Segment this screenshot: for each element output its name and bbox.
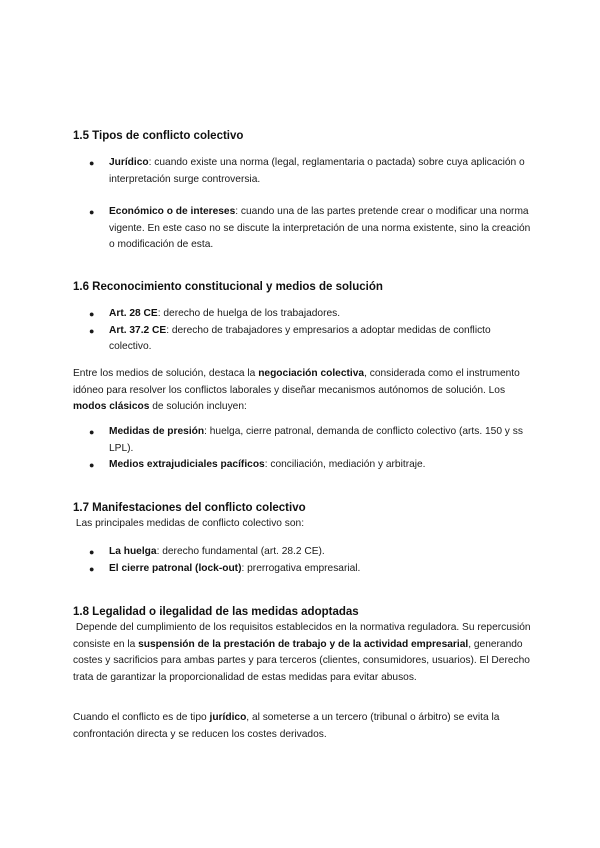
section-1-7-list: [73, 544, 533, 577]
term: Jurídico: [109, 157, 149, 168]
section-1-5-list: [73, 155, 533, 254]
section-1-7-intro: Las principales medidas de conflicto colectivo son:: [73, 518, 305, 529]
juridical-paragraph: Cuando el conflicto es de tipo jurídico, al someterse a un tercero (tribunal o árbitro) se evita la confrontación directa y se reducen los costes derivados.: [73, 712, 500, 740]
definition: : conciliación, mediación y arbitraje.: [264, 459, 426, 470]
bullet-icon: ●: [89, 547, 95, 557]
term: Medidas de presión: [109, 426, 205, 437]
list-item: [73, 204, 533, 254]
definition: : huelga, cierre patronal, demanda de conflicto colectivo (arts. 150 y ss LPL).: [109, 426, 523, 454]
list-item: [73, 306, 533, 323]
definition: : derecho fundamental (art. 28.2 CE).: [156, 546, 325, 557]
list-item: [73, 424, 533, 457]
definition: : cuando una de las partes pretende crear o modificar una norma vigente. En este caso no se discute la interpretación de una norma existente, sino la creación o modificación de esta.: [109, 206, 531, 250]
term: La huelga: [109, 546, 157, 557]
list-item: [73, 323, 533, 356]
solutions-paragraph: Entre los medios de solución, destaca la negociación colectiva, considerada como el instrumento idóneo para resolver los conflictos laborales y diseñar mecanismos autónomos de solución. Los modos clásicos de solución incluyen:: [73, 368, 520, 412]
section-1-5-heading: 1.5 Tipos de conflicto colectivo: [73, 130, 244, 142]
section-1-6-list: [73, 306, 533, 356]
list-item: [73, 561, 533, 578]
term: El cierre patronal (lock-out): [109, 562, 242, 574]
term: Art. 28 CE: [109, 308, 158, 319]
bullet-icon: ●: [89, 158, 95, 168]
term: Art. 37.2 CE: [109, 324, 167, 336]
bullet-icon: ●: [89, 207, 95, 217]
section-1-7-heading: 1.7 Manifestaciones del conflicto colectivo: [73, 502, 306, 514]
list-item: [73, 155, 533, 188]
bullet-icon: ●: [89, 427, 95, 437]
section-1-6-modes-list: [73, 424, 533, 474]
term: Medios extrajudiciales pacíficos: [109, 459, 265, 470]
term: Económico o de intereses: [109, 206, 236, 217]
definition: : prerrogativa empresarial.: [241, 562, 361, 574]
bullet-icon: ●: [89, 460, 95, 470]
bullet-icon: ●: [89, 325, 95, 336]
definition: : derecho de trabajadores y empresarios a adoptar medidas de conflicto colectivo.: [109, 324, 491, 352]
section-1-6-heading: 1.6 Reconocimiento constitucional y medios de solución: [73, 281, 383, 293]
section-1-8-heading: 1.8 Legalidad o ilegalidad de las medidas adoptadas: [73, 606, 359, 618]
list-item: [73, 457, 533, 474]
legality-paragraph: Depende del cumplimiento de los requisitos establecidos en la normativa reguladora. Su repercusión consiste en la suspensión de la prestación de trabajo y de la actividad empresarial, generando costes y sacrificios para ambas partes y para terceros (clientes, consumidores, usuarios). El Derecho trata de garantizar la proporcionalidad de estas medidas para evitar abusos.: [73, 622, 534, 683]
bullet-icon: ●: [89, 563, 95, 574]
definition: : derecho de huelga de los trabajadores.: [157, 308, 341, 319]
definition: : cuando existe una norma (legal, reglamentaria o pactada) sobre cuya aplicación o interpretación surge controversia.: [109, 157, 525, 185]
bullet-icon: ●: [89, 309, 95, 319]
list-item: [73, 544, 533, 561]
